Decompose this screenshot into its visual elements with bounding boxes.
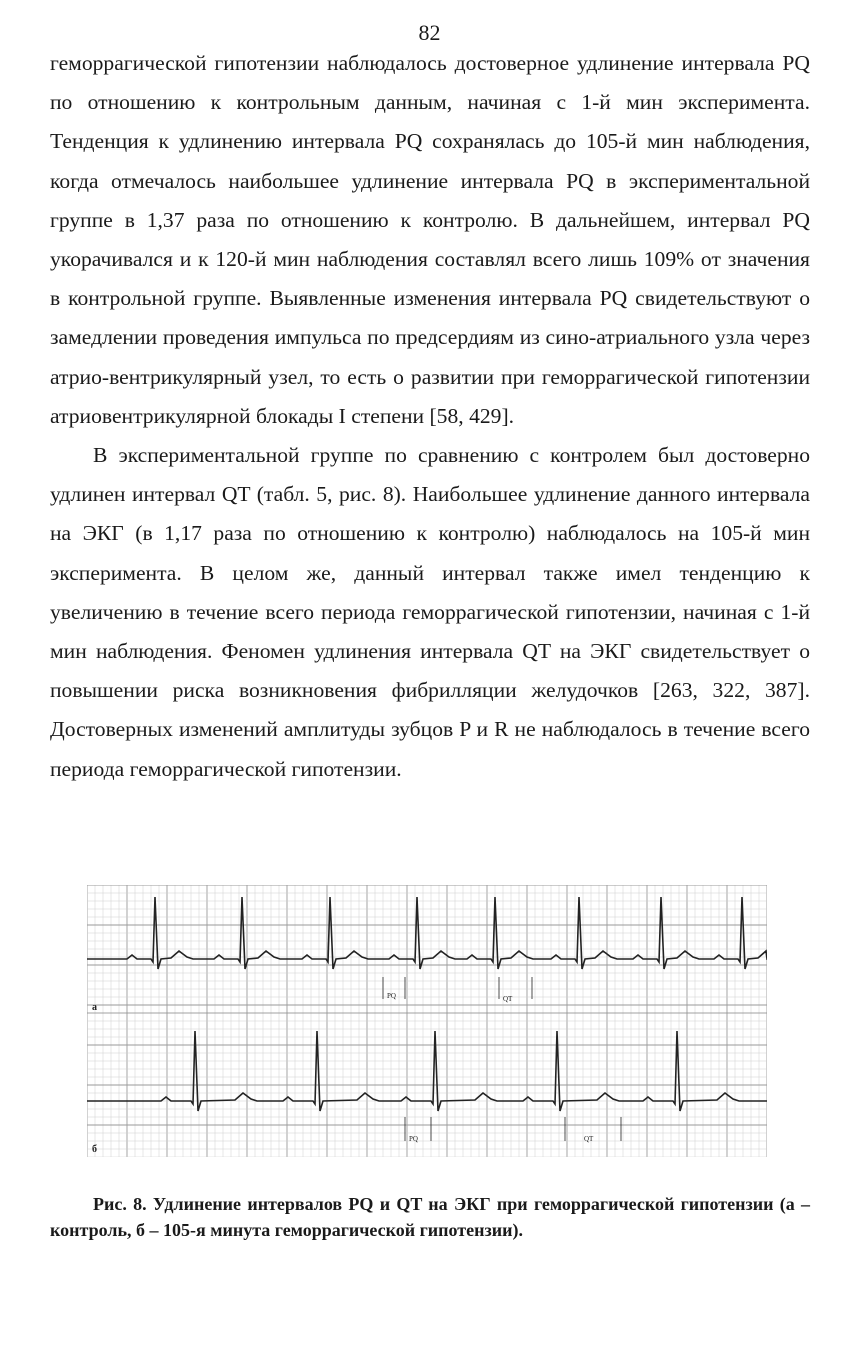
figure-caption: Рис. 8. Удлинение интервалов PQ и QT на ЭКГ при геморрагической гипотензии (а – контроль, б – 105-я минута геморрагической гипотензии). [50,1194,810,1240]
body-text [50,44,810,789]
pq-label-a: PQ [387,992,396,1000]
paragraph-2: В экспериментальной группе по сравнению с контролем был достоверно удлинен интервал QT (табл. 5, рис. 8). Наибольшее удлинение данного интервала на ЭКГ (в 1,17 раза по отношению к контролю) наблюдалось на 105-й мин эксперимента. В целом же, данный интервал также имел тенденцию к увеличению в течение всего периода геморрагической гипотензии, начиная с 1-й мин наблюдения. Феномен удлинения интервала QT на ЭКГ свидетельствует о повышении риска возникновения фибрилляции желудочков [263, 322, 387]. Достоверных изменений амплитуды зубцов P и R не наблюдалось в течение всего периода геморрагической гипотензии. [50,443,810,781]
pq-label-b: PQ [409,1135,418,1143]
qt-label-a: QT [503,995,513,1003]
panel-a-label: а [92,1002,97,1013]
qt-label-b: QT [584,1135,594,1143]
ecg-figure [87,885,767,1157]
panel-b-label: б [92,1144,97,1155]
paragraph-1: геморрагической гипотензии наблюдалось достоверное удлинение интервала PQ по отношению к контрольным данным, начиная с 1-й мин эксперимента. Тенденция к удлинению интервала PQ сохранялась до 105-й мин наблюдения, когда отмечалось наибольшее удлинение интервала PQ в экспериментальной группе в 1,37 раза по отношению к контролю. В дальнейшем, интервал PQ укорачивался и к 120-й мин наблюдения составлял всего лишь 109% от значения в контрольной группе. Выявленные изменения интервала PQ свидетельствуют о замедлении проведения импульса по предсердиям из сино-атриального узла через атрио-вентрикулярный узел, то есть о развитии при геморрагической гипотензии атриовентрикулярной блокады I степени [58, 429]. [50,51,810,428]
ecg-chart [87,885,767,1157]
page-number: 82 [418,20,441,45]
